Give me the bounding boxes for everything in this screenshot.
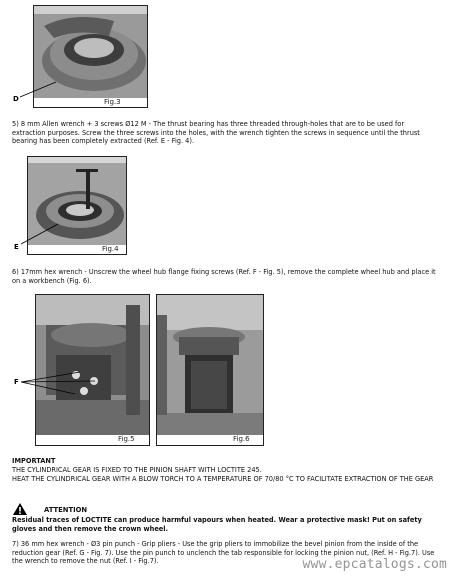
important-line-2: HEAT THE CYLINDRICAL GEAR WITH A BLOW TORCH TO A TEMPERATURE OF 70/80 °C TO FACILITATE EXTRACTION OF THE GEAR — [12, 475, 434, 483]
callout-f-leaders — [20, 368, 100, 398]
callout-e-leader — [20, 222, 60, 246]
callout-f: F — [14, 378, 19, 386]
step-6-text: 6) 17mm hex wrench - Unscrew the wheel hub flange fixing screws (Ref. F - Fig. 5), remove the complete wheel hub and place it on a workbench (Fig. 6). — [12, 268, 436, 285]
figure-6 — [156, 294, 264, 446]
figure-6-photo — [157, 295, 263, 435]
important-heading: IMPORTANT — [12, 457, 56, 465]
attention-heading: ATTENTION — [44, 506, 88, 514]
watermark: www.epcatalogs.com — [302, 557, 447, 572]
figure-5-photo — [36, 295, 149, 435]
figure-4-caption: Fig.4 — [102, 245, 119, 253]
figure-5-caption: Fig.5 — [118, 435, 135, 443]
callout-d: D — [13, 95, 19, 103]
step-7-text: 7) 36 mm hex wrench - Ø3 pin punch - Grip pliers - Use the grip pliers to immobilize the bevel pinion from the inside of the reduction gear (Ref. G - Fig. 7). Use the pin punch to unclench the tab responsible for locking the pinion nut, (Ref. H - Fig.7). Use the wrench to remove the nut (Ref. I - Fig.7). — [12, 540, 435, 566]
warning-icon — [12, 502, 28, 516]
attention-text: Residual traces of LOCTITE can produce harmful vapours when heated. Wear a protective mask! Put on safety gloves and then remove the crown wheel. — [12, 516, 422, 533]
important-line-1: THE CYLINDRICAL GEAR IS FIXED TO THE PINION SHAFT WITH LOCTITE 245. — [12, 466, 262, 474]
figure-6-caption: Fig.6 — [233, 435, 250, 443]
callout-e: E — [14, 243, 19, 251]
callout-d-leader — [18, 80, 58, 100]
figure-3-caption: Fig.3 — [104, 98, 121, 106]
step-5-text: 5) 8 mm Allen wrench + 3 screws Ø12 M - The thrust bearing has three threaded through-holes that are to be used for extraction purposes. Screw the three screws into the holes, with the wrench tighten the screws in sequence until the thrust bearing has been completely extracted (Ref. E - Fig. 4). — [12, 120, 420, 146]
